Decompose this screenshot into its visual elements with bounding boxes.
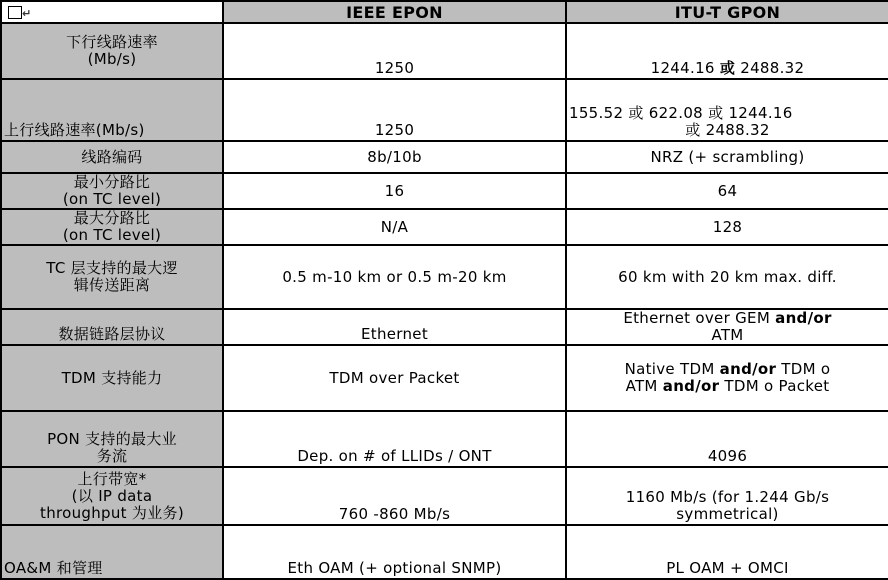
row-label: OA&M 和管理 xyxy=(1,525,223,579)
checkbox-icon xyxy=(8,6,22,19)
gpon-cell: Native TDM and/or TDM o ATM and/or TDM o Packet xyxy=(566,345,888,411)
gpon-cell: PL OAM + OMCI xyxy=(566,525,888,579)
gpon-cell: 1244.16 或 2488.32 xyxy=(566,23,888,79)
table-row xyxy=(1,245,888,309)
row-label: 上行带宽* (以 IP data throughput 为业务) xyxy=(1,467,223,525)
row-label: 数据链路层协议 xyxy=(1,309,223,345)
epon-cell: N/A xyxy=(223,209,566,245)
epon-cell: Ethernet xyxy=(223,309,566,345)
para-mark: ↵ xyxy=(22,6,32,20)
row-label: 上行线路速率(Mb/s) xyxy=(1,79,223,141)
epon-cell: Eth OAM (+ optional SNMP) xyxy=(223,525,566,579)
epon-cell: 0.5 m-10 km or 0.5 m-20 km xyxy=(223,245,566,309)
table-row xyxy=(1,141,888,173)
header-row xyxy=(1,1,888,23)
gpon-cell: 60 km with 20 km max. diff. xyxy=(566,245,888,309)
row-label: PON 支持的最大业 务流 xyxy=(1,411,223,467)
epon-cell: 8b/10b xyxy=(223,141,566,173)
row-label: TDM 支持能力 xyxy=(1,345,223,411)
table-row xyxy=(1,79,888,141)
gpon-cell: Ethernet over GEM and/or ATM xyxy=(566,309,888,345)
table-row xyxy=(1,411,888,467)
epon-cell: 1250 xyxy=(223,79,566,141)
row-label: 最大分路比 (on TC level) xyxy=(1,209,223,245)
table-row xyxy=(1,467,888,525)
corner-cell xyxy=(1,1,223,23)
table-row xyxy=(1,209,888,245)
gpon-cell: 1160 Mb/s (for 1.244 Gb/s symmetrical) xyxy=(566,467,888,525)
table-row xyxy=(1,345,888,411)
row-label: 线路编码 xyxy=(1,141,223,173)
gpon-cell: 64 xyxy=(566,173,888,209)
epon-cell: 760 -860 Mb/s xyxy=(223,467,566,525)
header-epon: IEEE EPON xyxy=(223,1,566,23)
header-gpon: ITU-T GPON xyxy=(566,1,888,23)
epon-cell: 16 xyxy=(223,173,566,209)
gpon-cell: 4096 xyxy=(566,411,888,467)
epon-cell: Dep. on # of LLIDs / ONT xyxy=(223,411,566,467)
row-label: TC 层支持的最大逻 辑传送距离 xyxy=(1,245,223,309)
row-label: 最小分路比 (on TC level) xyxy=(1,173,223,209)
gpon-cell: NRZ (+ scrambling) xyxy=(566,141,888,173)
gpon-cell: 128 xyxy=(566,209,888,245)
row-label: 下行线路速率 (Mb/s) xyxy=(1,23,223,79)
gpon-cell: 155.52 或 622.08 或 1244.16 或 2488.32 xyxy=(566,79,888,141)
table-row xyxy=(1,23,888,79)
epon-cell: TDM over Packet xyxy=(223,345,566,411)
table-row xyxy=(1,309,888,345)
epon-cell: 1250 xyxy=(223,23,566,79)
table-row xyxy=(1,525,888,579)
table-row xyxy=(1,173,888,209)
